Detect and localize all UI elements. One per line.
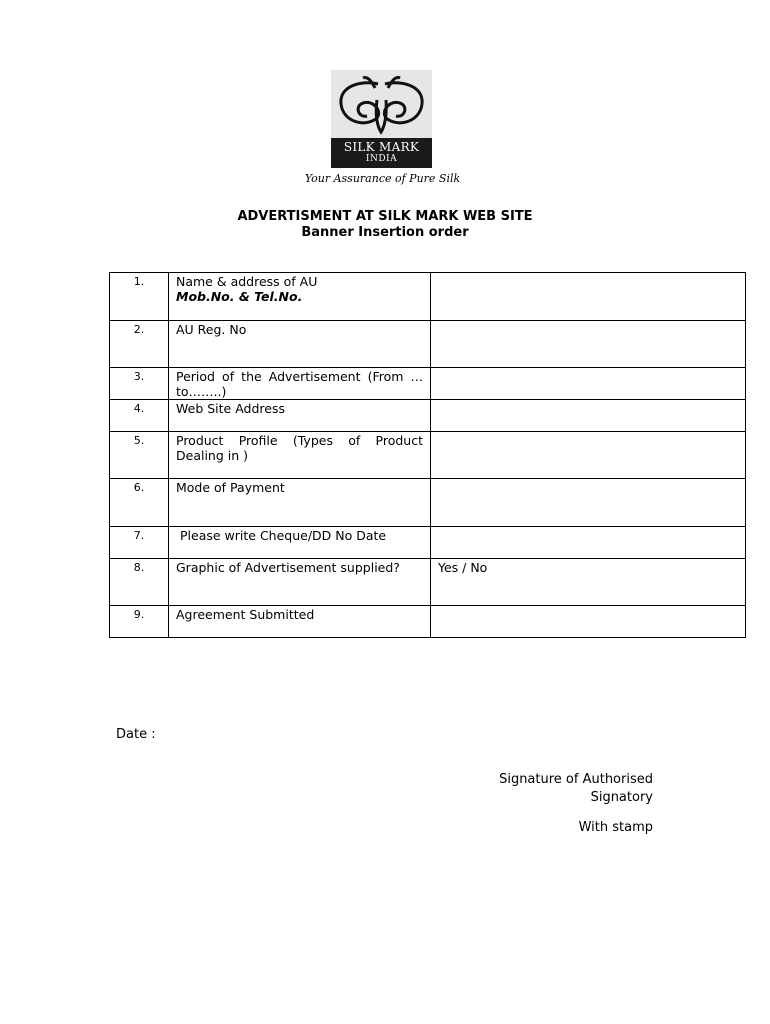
table-row xyxy=(110,400,746,432)
logo-tagline: Your Assurance of Pure Silk xyxy=(304,172,461,185)
row-value-field[interactable] xyxy=(431,321,746,368)
row-value-field[interactable] xyxy=(431,606,746,638)
signature-line1: Signature of Authorised xyxy=(499,772,653,787)
row-value-field[interactable] xyxy=(431,479,746,527)
document-subtitle: Banner Insertion order xyxy=(301,225,469,240)
silk-mark-logo xyxy=(331,70,432,168)
table-row xyxy=(110,432,746,479)
row-label: Please write Cheque/DD No Date xyxy=(169,527,431,559)
butterfly-emblem-icon xyxy=(331,70,432,140)
row-number: 2. xyxy=(110,321,169,368)
signature-block xyxy=(499,771,653,807)
row-label: Period of the Advertisement (From …to……..) xyxy=(169,368,431,400)
row-number: 7. xyxy=(110,527,169,559)
row-value-field[interactable] xyxy=(431,273,746,321)
order-form-table xyxy=(109,272,746,638)
row-number: 4. xyxy=(110,400,169,432)
table-row xyxy=(110,273,746,321)
stamp-label: With stamp xyxy=(578,820,653,835)
row-value-field[interactable] xyxy=(431,400,746,432)
row-number: 9. xyxy=(110,606,169,638)
row-label: Agreement Submitted xyxy=(169,606,431,638)
document-title: ADVERTISMENT AT SILK MARK WEB SITE xyxy=(237,209,533,224)
row-label: Graphic of Advertisement supplied? xyxy=(169,559,431,606)
logo-sub: INDIA xyxy=(365,154,398,164)
row-value-field[interactable] xyxy=(431,527,746,559)
table-row xyxy=(110,527,746,559)
row-number: 6. xyxy=(110,479,169,527)
logo-name: SILK MARK xyxy=(343,140,420,154)
logo-text-band xyxy=(331,138,432,168)
table-row xyxy=(110,559,746,606)
signature-line2: Signatory xyxy=(590,790,653,805)
row-label: Web Site Address xyxy=(169,400,431,432)
table-row xyxy=(110,479,746,527)
row-label: Mode of Payment xyxy=(169,479,431,527)
row-number: 8. xyxy=(110,559,169,606)
table-row xyxy=(110,321,746,368)
table-row xyxy=(110,606,746,638)
row-label-line1: Name & address of AU xyxy=(176,274,318,289)
row-value-field[interactable]: Yes / No xyxy=(431,559,746,606)
row-number: 3. xyxy=(110,368,169,400)
row-label: AU Reg. No xyxy=(169,321,431,368)
row-value-field[interactable] xyxy=(431,432,746,479)
date-label: Date : xyxy=(116,727,156,742)
row-number: 5. xyxy=(110,432,169,479)
table-row xyxy=(110,368,746,400)
row-label-line2: Mob.No. & Tel.No. xyxy=(176,289,303,304)
row-label xyxy=(169,273,431,321)
row-number: 1. xyxy=(110,273,169,321)
row-value-field[interactable] xyxy=(431,368,746,400)
row-label: Product Profile (Types of Product Dealing in ) xyxy=(169,432,431,479)
